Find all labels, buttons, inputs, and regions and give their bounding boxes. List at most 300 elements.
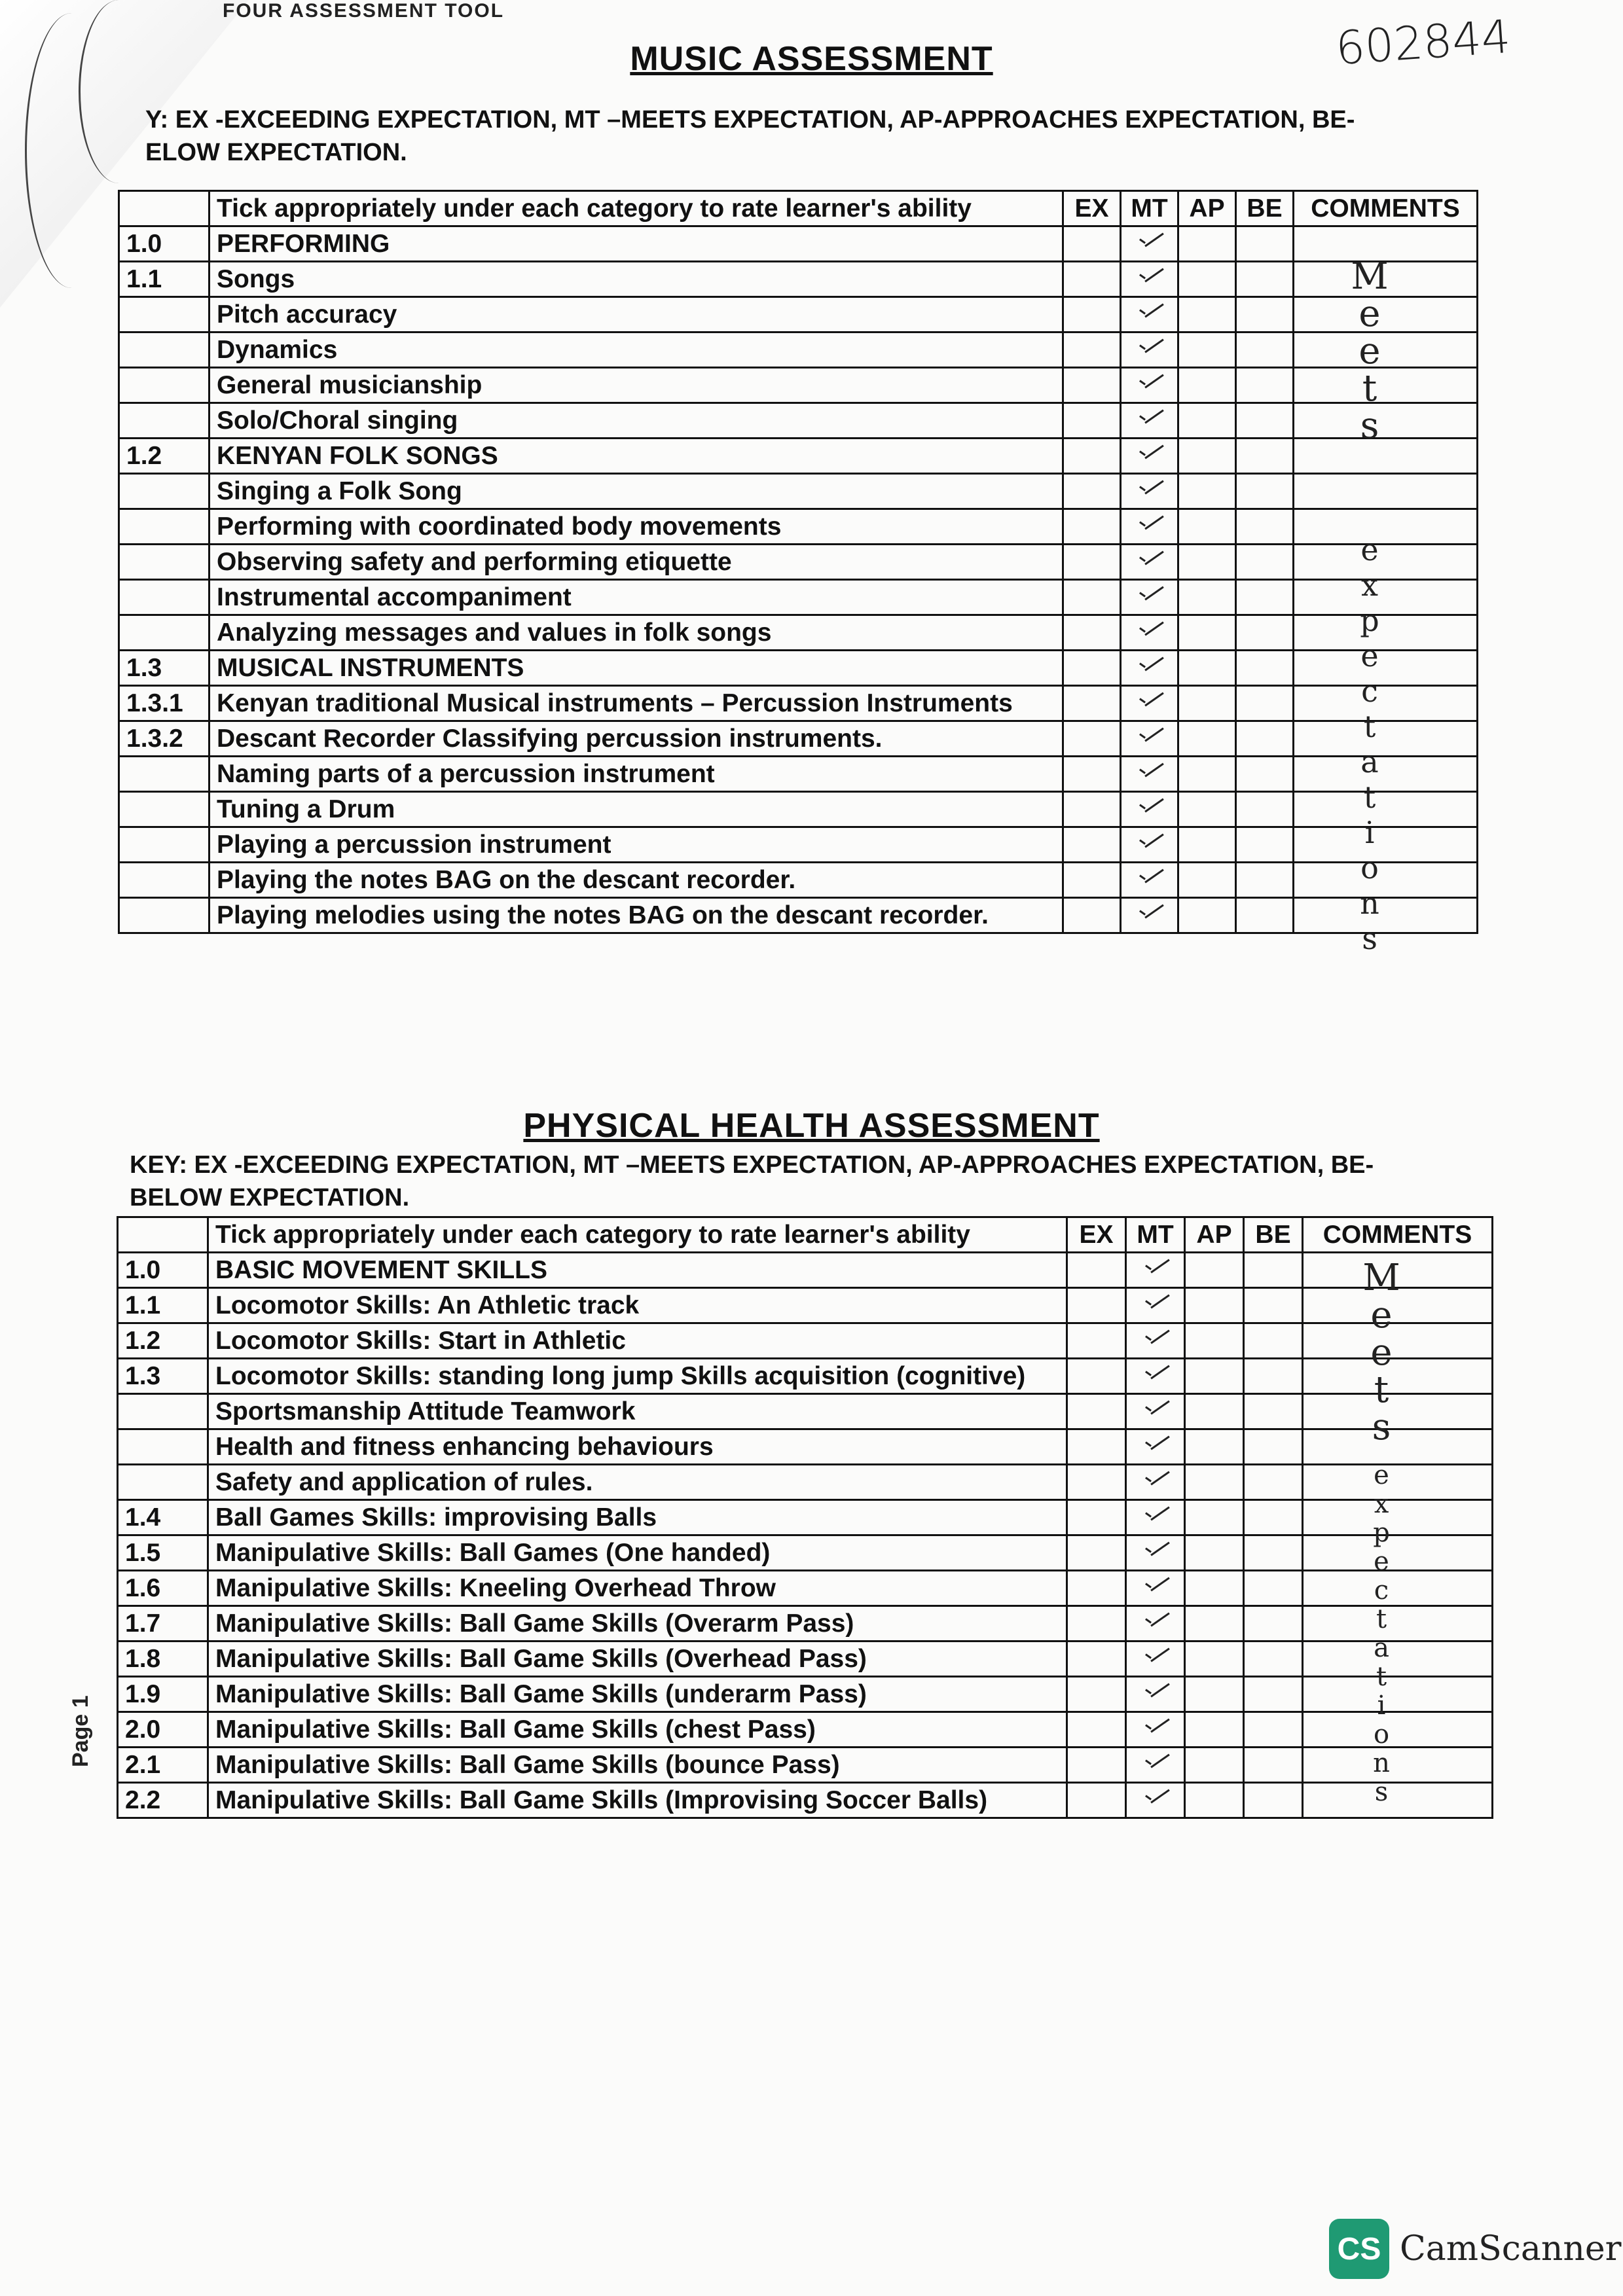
- checkmark-icon: [1135, 797, 1164, 817]
- handwritten-letter: s: [1362, 921, 1377, 956]
- table-row: [119, 545, 1478, 580]
- item-description: Playing a percussion instrument: [210, 827, 1063, 863]
- table-row: [119, 297, 1478, 332]
- mt-cell[interactable]: [1126, 1429, 1185, 1465]
- ex-cell[interactable]: [1063, 721, 1121, 757]
- ap-cell[interactable]: [1178, 368, 1236, 403]
- handwritten-letter: n: [1373, 1748, 1390, 1778]
- mt-cell[interactable]: [1126, 1748, 1185, 1783]
- page-label: Page 1: [68, 1695, 93, 1767]
- table-row: [118, 1677, 1493, 1712]
- ex-cell[interactable]: [1067, 1253, 1126, 1288]
- table-row: [118, 1429, 1493, 1465]
- checkmark-icon: [1141, 1257, 1170, 1278]
- table-row: [118, 1748, 1493, 1783]
- ex-cell[interactable]: [1063, 651, 1121, 686]
- checkmark-icon: [1141, 1469, 1170, 1490]
- be-header: BE: [1244, 1217, 1303, 1253]
- mt-cell[interactable]: [1126, 1712, 1185, 1748]
- mt-cell[interactable]: [1121, 439, 1178, 474]
- mt-cell[interactable]: [1121, 898, 1178, 933]
- mt-cell[interactable]: [1121, 474, 1178, 509]
- item-number: 1.7: [118, 1606, 208, 1641]
- be-cell[interactable]: [1236, 439, 1294, 474]
- table-row: [118, 1712, 1493, 1748]
- comments-cell[interactable]: [1294, 474, 1478, 509]
- handwritten-letter: s: [1372, 1406, 1391, 1448]
- ap-cell[interactable]: [1185, 1783, 1244, 1818]
- table-row: [119, 509, 1478, 545]
- item-description: Dynamics: [210, 332, 1063, 368]
- be-cell[interactable]: [1236, 262, 1294, 297]
- ex-cell[interactable]: [1063, 474, 1121, 509]
- checkmark-icon: [1135, 726, 1164, 747]
- ex-cell[interactable]: [1067, 1288, 1126, 1323]
- comments-header: COMMENTS: [1303, 1217, 1493, 1253]
- item-description: Playing the notes BAG on the descant recorder.: [210, 863, 1063, 898]
- ex-cell[interactable]: [1063, 403, 1121, 439]
- handwritten-letter: i: [1364, 815, 1375, 850]
- ex-cell[interactable]: [1063, 332, 1121, 368]
- ex-header: EX: [1063, 191, 1121, 226]
- ex-cell[interactable]: [1067, 1677, 1126, 1712]
- item-number: [119, 580, 210, 615]
- be-cell[interactable]: [1236, 474, 1294, 509]
- be-cell[interactable]: [1244, 1500, 1303, 1535]
- ex-cell[interactable]: [1067, 1783, 1126, 1818]
- item-number: [119, 545, 210, 580]
- be-cell[interactable]: [1244, 1677, 1303, 1712]
- handwritten-letter: s: [1374, 1777, 1389, 1807]
- item-description: KENYAN FOLK SONGS: [210, 439, 1063, 474]
- ex-cell[interactable]: [1063, 580, 1121, 615]
- be-cell[interactable]: [1244, 1465, 1303, 1500]
- ap-cell[interactable]: [1178, 615, 1236, 651]
- mt-cell[interactable]: [1121, 827, 1178, 863]
- be-header: BE: [1236, 191, 1294, 226]
- mt-cell[interactable]: [1121, 615, 1178, 651]
- ex-cell[interactable]: [1063, 827, 1121, 863]
- be-cell[interactable]: [1236, 580, 1294, 615]
- ap-cell[interactable]: [1185, 1712, 1244, 1748]
- handwritten-letter: i: [1377, 1691, 1386, 1721]
- ex-cell[interactable]: [1067, 1465, 1126, 1500]
- ex-cell[interactable]: [1063, 898, 1121, 933]
- checkmark-icon: [1135, 867, 1164, 888]
- item-description: PERFORMING: [210, 226, 1063, 262]
- be-cell[interactable]: [1244, 1571, 1303, 1606]
- ap-cell[interactable]: [1185, 1323, 1244, 1359]
- mt-cell[interactable]: [1126, 1606, 1185, 1641]
- mt-cell[interactable]: [1121, 757, 1178, 792]
- item-number: [119, 757, 210, 792]
- be-cell[interactable]: [1236, 686, 1294, 721]
- ap-cell[interactable]: [1178, 686, 1236, 721]
- mt-cell[interactable]: [1121, 297, 1178, 332]
- be-cell[interactable]: [1236, 226, 1294, 262]
- ex-cell[interactable]: [1067, 1500, 1126, 1535]
- ex-cell[interactable]: [1067, 1571, 1126, 1606]
- handwritten-letter: t: [1363, 780, 1376, 815]
- table-row: [118, 1606, 1493, 1641]
- item-description: Observing safety and performing etiquette: [210, 545, 1063, 580]
- handwritten-letter: x: [1361, 567, 1378, 603]
- item-description: Health and fitness enhancing behaviours: [208, 1429, 1067, 1465]
- item-number: [119, 403, 210, 439]
- item-description: Manipulative Skills: Ball Game Skills (underarm Pass): [208, 1677, 1067, 1712]
- item-number: [119, 332, 210, 368]
- checkmark-icon: [1141, 1611, 1170, 1632]
- mt-cell[interactable]: [1126, 1359, 1185, 1394]
- item-description: Instrumental accompaniment: [210, 580, 1063, 615]
- be-cell[interactable]: [1236, 368, 1294, 403]
- ex-cell[interactable]: [1067, 1606, 1126, 1641]
- physical-rows: [118, 1253, 1493, 1818]
- ap-cell[interactable]: [1178, 439, 1236, 474]
- ex-cell[interactable]: [1067, 1748, 1126, 1783]
- item-number: 1.1: [119, 262, 210, 297]
- ex-cell[interactable]: [1063, 757, 1121, 792]
- checkmark-icon: [1141, 1540, 1170, 1561]
- checkmark-icon: [1135, 266, 1164, 287]
- be-cell[interactable]: [1244, 1535, 1303, 1571]
- mt-cell[interactable]: [1121, 262, 1178, 297]
- ex-cell[interactable]: [1063, 439, 1121, 474]
- ap-cell[interactable]: [1178, 827, 1236, 863]
- ap-cell[interactable]: [1185, 1748, 1244, 1783]
- table-row: [118, 1465, 1493, 1500]
- checkmark-icon: [1135, 443, 1164, 464]
- ap-cell[interactable]: [1178, 721, 1236, 757]
- ap-cell[interactable]: [1185, 1288, 1244, 1323]
- ap-cell[interactable]: [1178, 226, 1236, 262]
- mt-header: MT: [1126, 1217, 1185, 1253]
- ap-cell[interactable]: [1178, 898, 1236, 933]
- item-description: Locomotor Skills: An Athletic track: [208, 1288, 1067, 1323]
- table-row: [119, 827, 1478, 863]
- mt-cell[interactable]: [1126, 1677, 1185, 1712]
- physical-key-line1: KEY: EX -EXCEEDING EXPECTATION, MT –MEETS EXPECTATION, AP-APPROACHES EXPECTATION, BE-: [130, 1151, 1374, 1179]
- music-header-row: [119, 191, 1478, 226]
- mt-cell[interactable]: [1126, 1394, 1185, 1429]
- mt-cell[interactable]: [1121, 580, 1178, 615]
- item-description: Descant Recorder Classifying percussion instruments.: [210, 721, 1063, 757]
- handwritten-letter: e: [1370, 1331, 1393, 1374]
- handwritten-letter: e: [1374, 1547, 1389, 1577]
- item-description: Playing melodies using the notes BAG on the descant recorder.: [210, 898, 1063, 933]
- checkmark-icon: [1141, 1681, 1170, 1702]
- ex-cell[interactable]: [1067, 1535, 1126, 1571]
- item-number: [119, 827, 210, 863]
- item-number: 1.0: [119, 226, 210, 262]
- ex-cell[interactable]: [1063, 615, 1121, 651]
- num-header: [118, 1217, 208, 1253]
- checkmark-icon: [1135, 408, 1164, 429]
- checkmark-icon: [1135, 761, 1164, 782]
- ex-cell[interactable]: [1067, 1641, 1126, 1677]
- item-number: 1.5: [118, 1535, 208, 1571]
- item-number: 1.2: [119, 439, 210, 474]
- ex-cell[interactable]: [1063, 509, 1121, 545]
- handwritten-letter: p: [1360, 603, 1379, 638]
- be-cell[interactable]: [1244, 1323, 1303, 1359]
- ap-cell[interactable]: [1178, 757, 1236, 792]
- ex-cell[interactable]: [1063, 863, 1121, 898]
- checkmark-icon: [1141, 1505, 1170, 1526]
- ap-cell[interactable]: [1185, 1535, 1244, 1571]
- item-number: 1.9: [118, 1677, 208, 1712]
- checkmark-icon: [1135, 372, 1164, 393]
- table-row: [119, 226, 1478, 262]
- mt-cell[interactable]: [1121, 332, 1178, 368]
- checkmark-icon: [1141, 1787, 1170, 1808]
- handwritten-letter: x: [1374, 1489, 1389, 1519]
- table-row: [119, 863, 1478, 898]
- mt-cell[interactable]: [1126, 1571, 1185, 1606]
- table-row: [118, 1394, 1493, 1429]
- mt-cell[interactable]: [1121, 545, 1178, 580]
- checkmark-icon: [1141, 1399, 1170, 1420]
- be-cell[interactable]: [1244, 1253, 1303, 1288]
- mt-cell[interactable]: [1126, 1783, 1185, 1818]
- be-cell[interactable]: [1236, 403, 1294, 439]
- table-row: [119, 474, 1478, 509]
- ap-cell[interactable]: [1178, 651, 1236, 686]
- table-row: [119, 686, 1478, 721]
- item-number: [119, 615, 210, 651]
- mt-cell[interactable]: [1121, 721, 1178, 757]
- checkmark-icon: [1141, 1293, 1170, 1314]
- be-cell[interactable]: [1236, 545, 1294, 580]
- ap-cell[interactable]: [1178, 474, 1236, 509]
- be-cell[interactable]: [1236, 792, 1294, 827]
- ap-cell[interactable]: [1185, 1359, 1244, 1394]
- physical-table: [117, 1216, 1493, 1819]
- item-number: 2.1: [118, 1748, 208, 1783]
- checkmark-icon: [1135, 655, 1164, 676]
- ap-cell[interactable]: [1185, 1465, 1244, 1500]
- item-number: 1.3: [118, 1359, 208, 1394]
- ex-cell[interactable]: [1063, 545, 1121, 580]
- music-key-line1: Y: EX -EXCEEDING EXPECTATION, MT –MEETS EXPECTATION, AP-APPROACHES EXPECTATION, BE-: [145, 106, 1355, 134]
- mt-cell[interactable]: [1126, 1465, 1185, 1500]
- mt-cell[interactable]: [1126, 1500, 1185, 1535]
- be-cell[interactable]: [1236, 898, 1294, 933]
- physical-comment-meets: [1362, 1257, 1401, 1448]
- item-description: Tuning a Drum: [210, 792, 1063, 827]
- table-row: [119, 651, 1478, 686]
- ex-cell[interactable]: [1067, 1359, 1126, 1394]
- ap-cell[interactable]: [1185, 1429, 1244, 1465]
- be-cell[interactable]: [1244, 1394, 1303, 1429]
- mt-cell[interactable]: [1126, 1253, 1185, 1288]
- be-cell[interactable]: [1236, 827, 1294, 863]
- be-cell[interactable]: [1244, 1359, 1303, 1394]
- be-cell[interactable]: [1236, 509, 1294, 545]
- ex-cell[interactable]: [1063, 226, 1121, 262]
- ex-cell[interactable]: [1063, 297, 1121, 332]
- handwritten-letter: e: [1359, 293, 1381, 335]
- table-row: [118, 1253, 1493, 1288]
- mt-cell[interactable]: [1121, 368, 1178, 403]
- ap-cell[interactable]: [1178, 403, 1236, 439]
- ex-cell[interactable]: [1063, 792, 1121, 827]
- item-number: [118, 1465, 208, 1500]
- ex-cell[interactable]: [1063, 686, 1121, 721]
- table-row: [118, 1641, 1493, 1677]
- item-description: Songs: [210, 262, 1063, 297]
- ap-cell[interactable]: [1178, 332, 1236, 368]
- music-title: MUSIC ASSESSMENT: [630, 40, 993, 78]
- item-description: Pitch accuracy: [210, 297, 1063, 332]
- handwritten-letter: c: [1361, 673, 1378, 709]
- physical-comment-expectations: [1362, 1461, 1401, 1806]
- handwritten-letter: e: [1370, 1294, 1393, 1336]
- be-cell[interactable]: [1244, 1288, 1303, 1323]
- ap-cell[interactable]: [1185, 1606, 1244, 1641]
- be-cell[interactable]: [1236, 863, 1294, 898]
- mt-cell[interactable]: [1126, 1535, 1185, 1571]
- num-header: [119, 191, 210, 226]
- checkmark-icon: [1135, 231, 1164, 252]
- item-number: [119, 863, 210, 898]
- ap-cell[interactable]: [1178, 863, 1236, 898]
- item-number: 1.0: [118, 1253, 208, 1288]
- handwritten-letter: a: [1360, 744, 1379, 780]
- handwritten-letter: M: [1351, 255, 1389, 298]
- table-row: [119, 580, 1478, 615]
- table-row: [119, 615, 1478, 651]
- ap-cell[interactable]: [1185, 1253, 1244, 1288]
- handwritten-letter: o: [1373, 1719, 1390, 1749]
- checkmark-icon: [1135, 478, 1164, 499]
- be-cell[interactable]: [1244, 1429, 1303, 1465]
- be-cell[interactable]: [1244, 1606, 1303, 1641]
- handwritten-letter: a: [1374, 1633, 1389, 1663]
- mt-cell[interactable]: [1126, 1641, 1185, 1677]
- be-cell[interactable]: [1244, 1748, 1303, 1783]
- item-number: [119, 474, 210, 509]
- ex-cell[interactable]: [1067, 1712, 1126, 1748]
- ex-cell[interactable]: [1067, 1429, 1126, 1465]
- mt-cell[interactable]: [1121, 509, 1178, 545]
- table-row: [118, 1535, 1493, 1571]
- ap-cell[interactable]: [1185, 1394, 1244, 1429]
- physical-key-line2: BELOW EXPECTATION.: [130, 1184, 410, 1211]
- camscanner-watermark: [1329, 2219, 1621, 2279]
- be-cell[interactable]: [1244, 1783, 1303, 1818]
- checkmark-icon: [1135, 302, 1164, 323]
- be-cell[interactable]: [1236, 297, 1294, 332]
- ap-header: AP: [1178, 191, 1236, 226]
- ap-cell[interactable]: [1178, 262, 1236, 297]
- mt-cell[interactable]: [1126, 1323, 1185, 1359]
- item-number: 2.0: [118, 1712, 208, 1748]
- handwritten-letter: t: [1376, 1604, 1387, 1634]
- document-number: 602844: [1334, 9, 1512, 76]
- mt-cell[interactable]: [1121, 863, 1178, 898]
- table-row: [119, 792, 1478, 827]
- ap-cell[interactable]: [1178, 509, 1236, 545]
- mt-cell[interactable]: [1121, 403, 1178, 439]
- be-cell[interactable]: [1236, 332, 1294, 368]
- item-number: [118, 1394, 208, 1429]
- handwritten-letter: t: [1376, 1662, 1387, 1692]
- item-description: General musicianship: [210, 368, 1063, 403]
- item-description: Manipulative Skills: Ball Game Skills (chest Pass): [208, 1712, 1067, 1748]
- ap-cell[interactable]: [1178, 297, 1236, 332]
- checkmark-icon: [1135, 691, 1164, 711]
- ap-cell[interactable]: [1185, 1500, 1244, 1535]
- ap-cell[interactable]: [1178, 792, 1236, 827]
- be-cell[interactable]: [1236, 615, 1294, 651]
- be-cell[interactable]: [1244, 1712, 1303, 1748]
- mt-cell[interactable]: [1121, 792, 1178, 827]
- be-cell[interactable]: [1244, 1641, 1303, 1677]
- ex-header: EX: [1067, 1217, 1126, 1253]
- item-description: Manipulative Skills: Ball Game Skills (Improvising Soccer Balls): [208, 1783, 1067, 1818]
- item-description: Safety and application of rules.: [208, 1465, 1067, 1500]
- table-row: [118, 1783, 1493, 1818]
- checkmark-icon: [1141, 1328, 1170, 1349]
- ap-header: AP: [1185, 1217, 1244, 1253]
- table-row: [119, 439, 1478, 474]
- music-key-line2: ELOW EXPECTATION.: [145, 139, 407, 166]
- ex-cell[interactable]: [1063, 262, 1121, 297]
- handwritten-letter: e: [1374, 1460, 1389, 1490]
- item-number: 1.1: [118, 1288, 208, 1323]
- mt-cell[interactable]: [1126, 1288, 1185, 1323]
- ex-cell[interactable]: [1067, 1323, 1126, 1359]
- ap-cell[interactable]: [1185, 1677, 1244, 1712]
- ap-cell[interactable]: [1178, 545, 1236, 580]
- item-number: [119, 368, 210, 403]
- music-table: [118, 190, 1478, 934]
- item-description: Manipulative Skills: Ball Game Skills (Overhead Pass): [208, 1641, 1067, 1677]
- handwritten-letter: t: [1363, 709, 1376, 744]
- checkmark-icon: [1135, 514, 1164, 535]
- ap-cell[interactable]: [1178, 580, 1236, 615]
- ex-cell[interactable]: [1063, 368, 1121, 403]
- handwritten-letter: n: [1360, 886, 1379, 921]
- mt-cell[interactable]: [1121, 686, 1178, 721]
- checkmark-icon: [1141, 1717, 1170, 1738]
- ex-cell[interactable]: [1067, 1394, 1126, 1429]
- item-header: Tick appropriately under each category to rate learner's ability: [208, 1217, 1067, 1253]
- be-cell[interactable]: [1236, 721, 1294, 757]
- item-description: Locomotor Skills: standing long jump Skills acquisition (cognitive): [208, 1359, 1067, 1394]
- item-description: Manipulative Skills: Ball Game Skills (bounce Pass): [208, 1748, 1067, 1783]
- ap-cell[interactable]: [1185, 1571, 1244, 1606]
- checkmark-icon: [1135, 903, 1164, 924]
- table-row: [119, 721, 1478, 757]
- table-row: [119, 757, 1478, 792]
- checkmark-icon: [1135, 620, 1164, 641]
- be-cell[interactable]: [1236, 757, 1294, 792]
- mt-cell[interactable]: [1121, 226, 1178, 262]
- handwritten-letter: t: [1374, 1369, 1389, 1411]
- table-row: [118, 1500, 1493, 1535]
- item-number: 1.3: [119, 651, 210, 686]
- ap-cell[interactable]: [1185, 1641, 1244, 1677]
- handwritten-letter: t: [1362, 367, 1377, 410]
- table-row: [119, 898, 1478, 933]
- item-number: 1.4: [118, 1500, 208, 1535]
- item-description: Manipulative Skills: Ball Game Skills (Overarm Pass): [208, 1606, 1067, 1641]
- be-cell[interactable]: [1236, 651, 1294, 686]
- item-description: Manipulative Skills: Ball Games (One handed): [208, 1535, 1067, 1571]
- mt-cell[interactable]: [1121, 651, 1178, 686]
